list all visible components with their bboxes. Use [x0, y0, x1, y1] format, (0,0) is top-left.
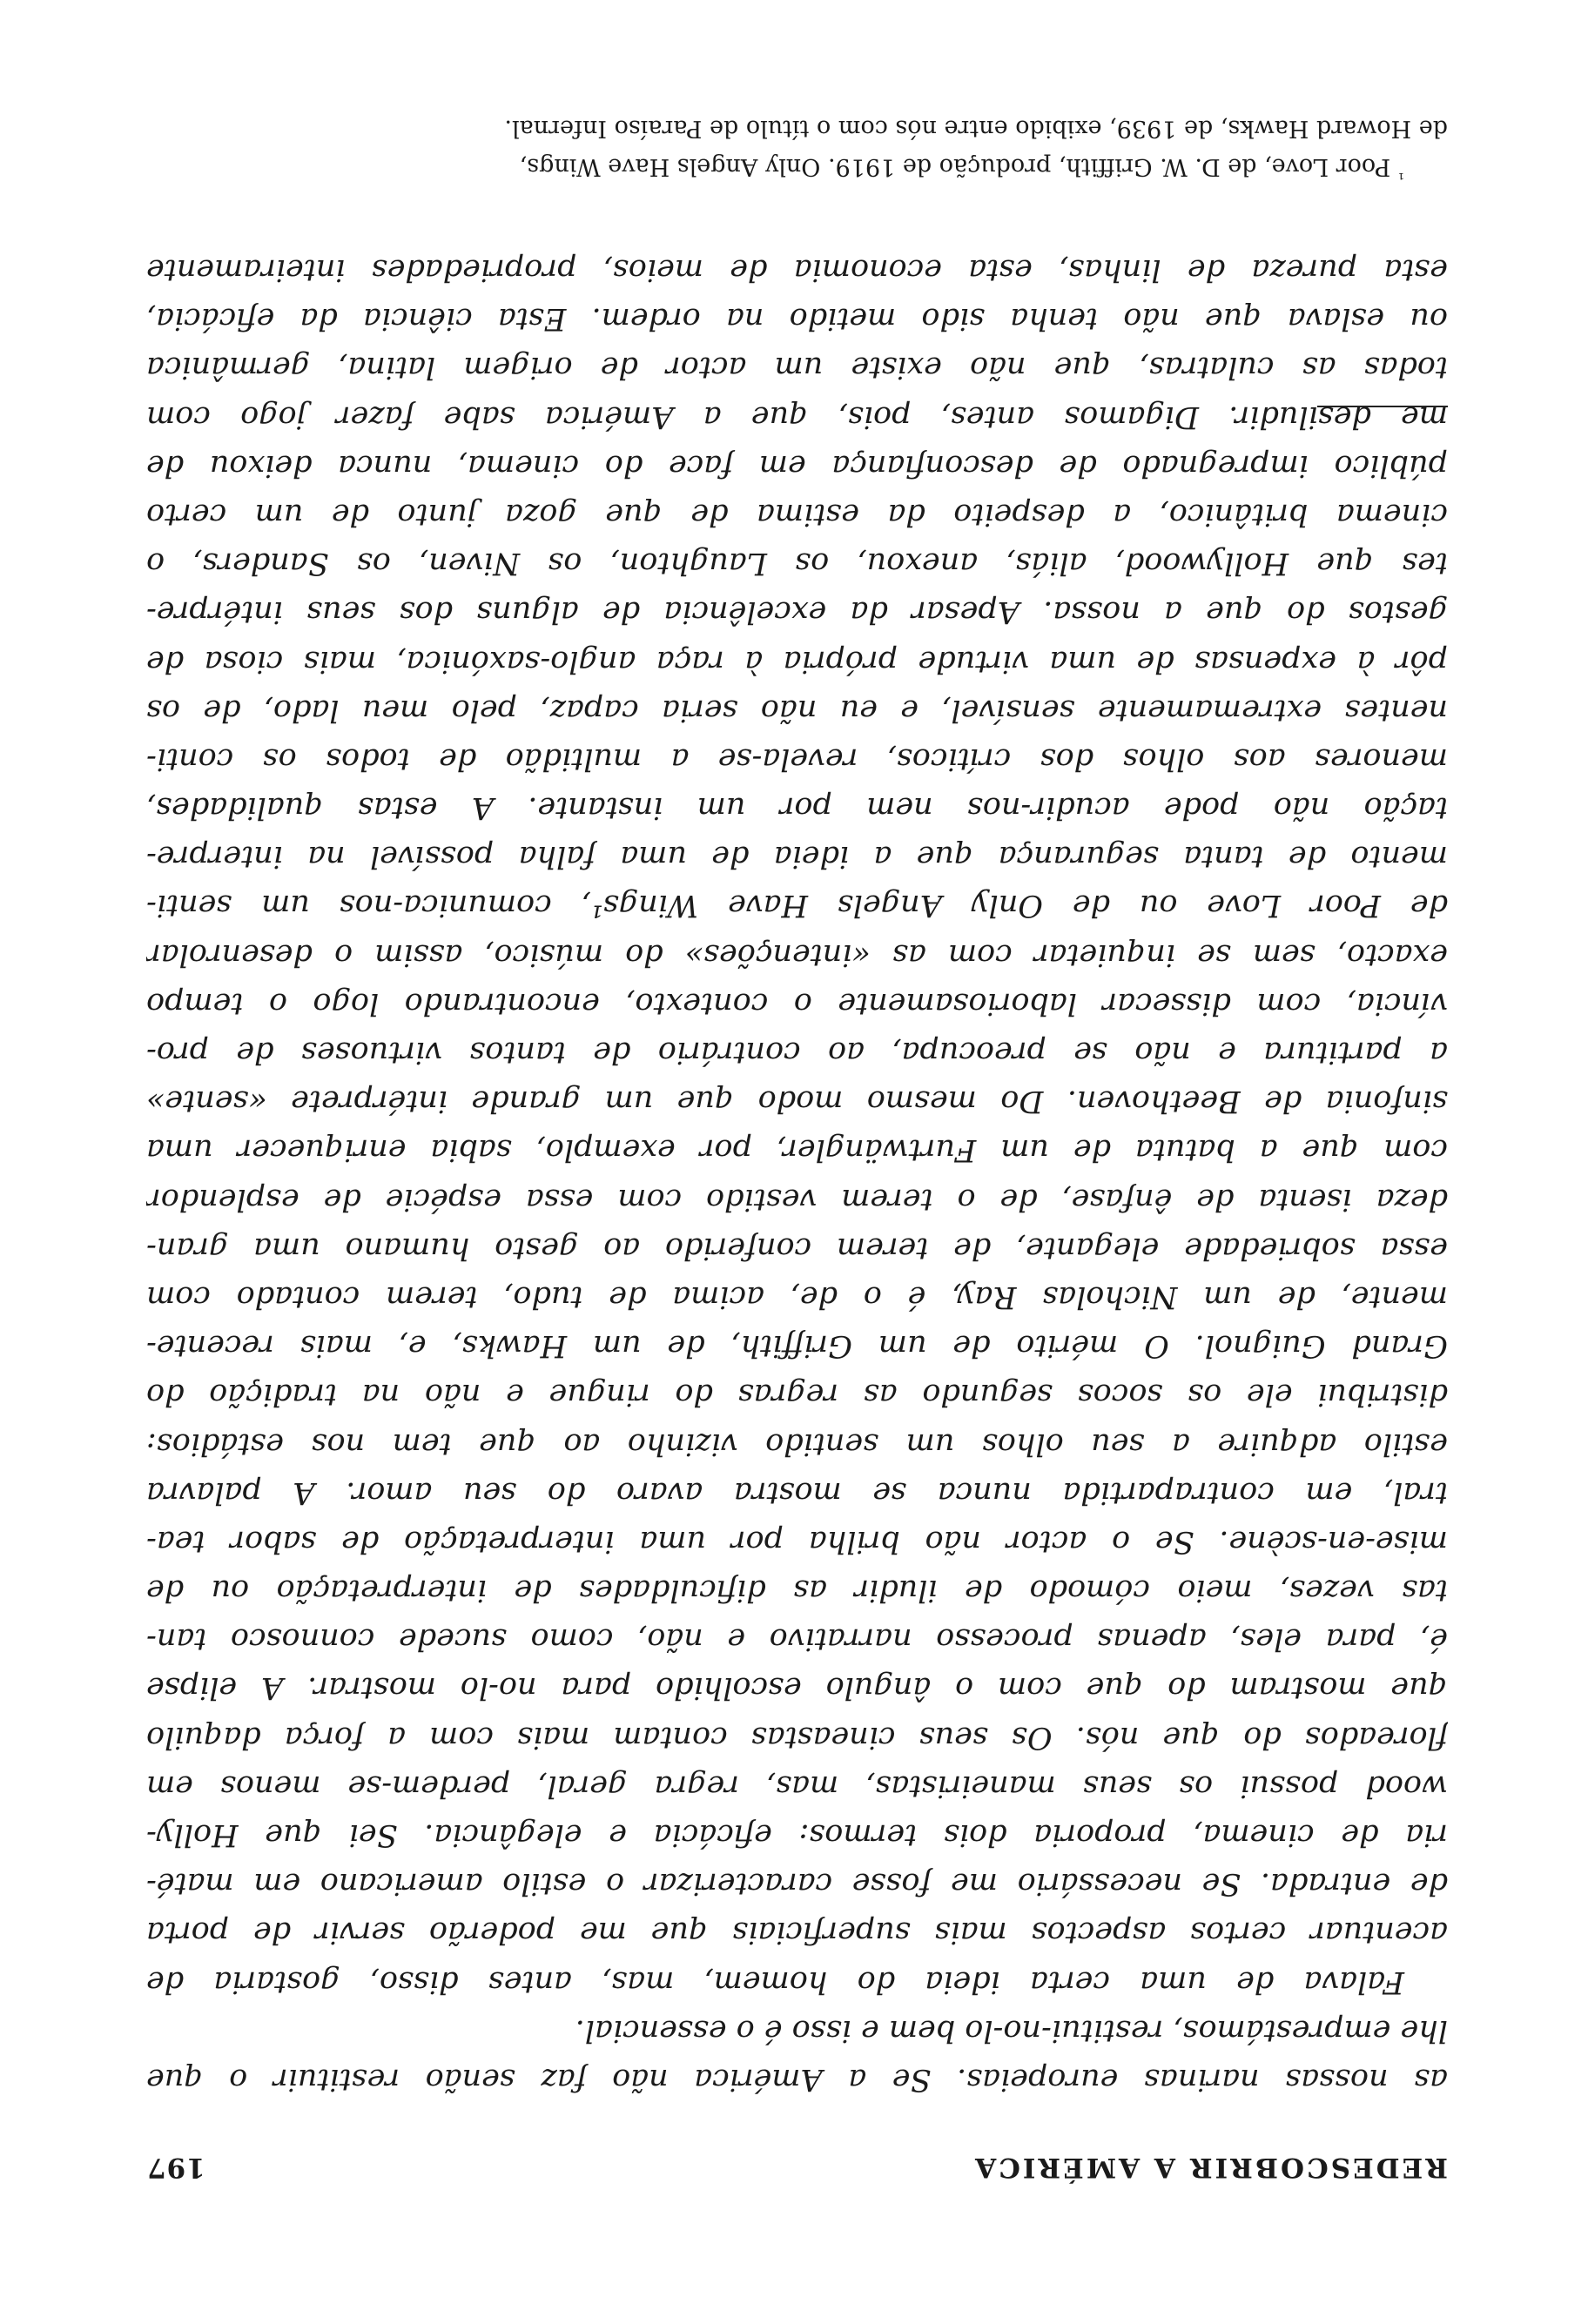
body-line: Falava de uma certa ideia do homem, mas, antes disso, gostaria de	[146, 1964, 1404, 1999]
body-line: estilo adquire a seu olhos um sentido vizinho ao que tem nos estádios:	[146, 1426, 1448, 1461]
body-line: me desiludir. Digamos antes, pois, que a América sabe fazer jogo com	[146, 399, 1448, 434]
body-line: tas vezes, meio cómodo de iludir as dificuldades de interpretação ou de	[146, 1573, 1448, 1609]
body-line: pôr à expensas de uma virtude própria à raça anglo-saxónica, mais ciosa de	[146, 643, 1448, 679]
footnote-line: de Howard Hawks, de 1939, exibido entre nós com o título de Paraíso Infernal.	[504, 115, 1448, 142]
body-line: público impregnado de desconfiança em face do cinema, nunca deixou de	[146, 447, 1448, 483]
body-line: víncia, com dissecar laboriosamente o contexto, encontrando logo o tempo	[146, 985, 1448, 1021]
body-line: deza isenta de ênfase, de o terem vestido com essa espécie de esplendor	[146, 1181, 1448, 1217]
body-line: gestos do que a nossa. Apesar da excelência de alguns dos seus intérpre-	[146, 594, 1448, 630]
footnote-line-text: Poor Love, de D. W. Griffith, produção de 1919. Only Angels Have Wings,	[519, 153, 1391, 180]
body-line: que mostram do que com o ângulo escolhido para no-lo mostrar. A elipse	[146, 1670, 1448, 1706]
body-line: cinema britânico, a despeito da estima de que goza junto de um certo	[146, 497, 1448, 532]
body-line: wood possui os seus maneiristas, mas, regra geral, perdem-se menos em	[146, 1768, 1448, 1803]
body-line: Grand Guignol. O mérito de um Griffith, de um Hawks, e, mais recente-	[146, 1328, 1448, 1364]
body-line: tes que Hollywood, aliás, anexou, os Laughton, os Niven, os Sanders, o	[146, 546, 1448, 581]
running-header	[146, 2148, 1448, 2183]
body-line: ou eslava que não tenha sido metido na ordem. Esta ciência da eficácia,	[146, 301, 1448, 337]
body-line: mente, de um Nicholas Ray, é o de, acima de tudo, terem contado com	[146, 1280, 1448, 1314]
body-line: menores aos olhos dos críticos, revela-se a multidão de todos os conti-	[146, 741, 1448, 776]
body-line: sinfonia de Beethoven. Do mesmo modo que um grande intérprete «sente»	[146, 1084, 1448, 1119]
body-line: ria de cinema, proporia dois termos: eficácia e elegância. Sei que Holly-	[146, 1817, 1448, 1853]
footnote	[146, 109, 1448, 191]
footnote-divider	[1317, 406, 1448, 407]
body-line: essa sobriedade elegante, de terem conferido ao gesto humano uma gran-	[146, 1230, 1448, 1266]
body-line: distribui ele os socos segundo as regras do ringue e não na tradição do	[146, 1377, 1448, 1413]
body-line: exacto, sem se inquietar com as «intenções» do músico, assim o desenrolar	[146, 937, 1448, 972]
body-line: tação não pode acudir-nos nem por um instante. A estas qualidades,	[146, 790, 1448, 826]
page-number: 197	[146, 2152, 205, 2183]
running-title: REDESCOBRIR A AMÉRICA	[972, 2152, 1448, 2183]
body-line: as nossas narinas europeias. Se a América não faz senão restituir o que	[146, 2062, 1448, 2097]
body-line: é, para eles, apenas processo narrativo e não, como sucede connosco tan-	[146, 1622, 1448, 1657]
body-text	[146, 245, 1448, 2104]
body-line: lhe emprestámos, restitui-no-lo bem e isso é o essencial.	[575, 2012, 1448, 2048]
body-line: acentuar certos aspectos mais superficiais que me poderão servir de porta	[146, 1915, 1448, 1951]
body-line: de Poor Love ou de Only Angels Have Wings¹, comunica-nos um senti-	[146, 888, 1448, 924]
body-line: com que a batuta de um Furtwängler, por exemplo, sabia enriquecer uma	[146, 1132, 1448, 1168]
body-line: todas as culatras, que não existe um actor de origem latina, germânica	[146, 350, 1448, 386]
footnote-marker: ¹	[1397, 164, 1404, 182]
body-line: mise-en-scène. Se o actor não brilha por uma interpretação de sabor tea-	[146, 1523, 1448, 1559]
body-line: nentes extremamente sensível, e eu não seria capaz, pelo meu lado, de os	[146, 692, 1448, 728]
body-line: tral, em contrapartida nunca se mostra avaro do seu amor. A palavra	[146, 1474, 1448, 1510]
body-line: mento de tanta segurança que a ideia de uma falha possível na interpre-	[146, 839, 1448, 875]
body-line: de entrada. Se necessário me fosse caracterizar o estilo americano em maté-	[146, 1866, 1448, 1902]
body-line: a partitura e não se preocupa, ao contrário de tantos virtuoses de pro-	[146, 1035, 1448, 1071]
body-line: floreados do que nós. Os seus cineastas contam mais com a força daquilo	[146, 1719, 1448, 1755]
footnote-line	[146, 147, 1448, 191]
body-line: esta pureza de linhas, esta economia de meios, propriedades inteiramente	[146, 252, 1448, 288]
